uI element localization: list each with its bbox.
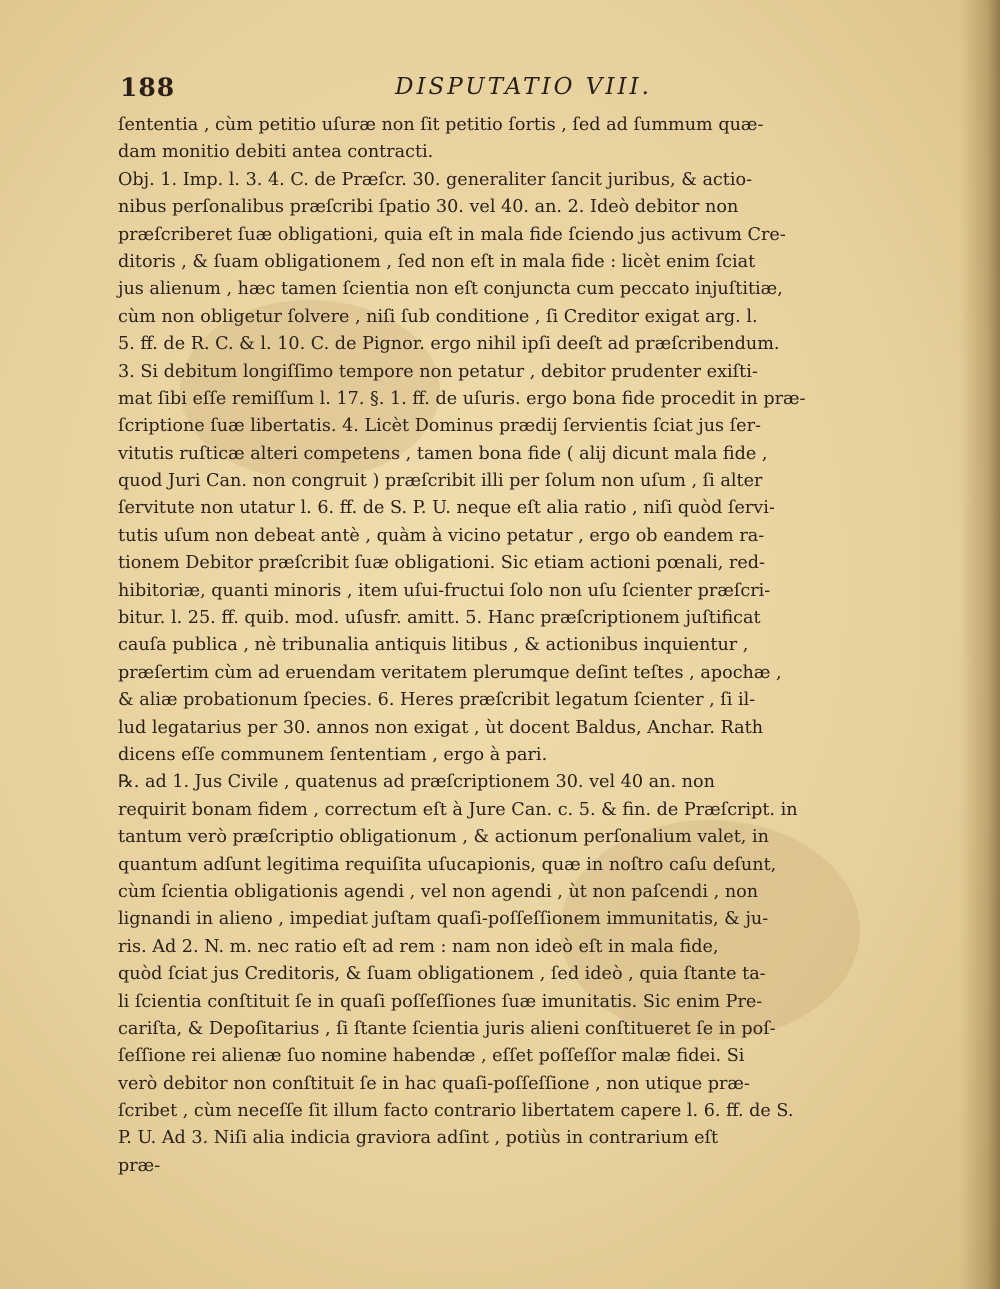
body-text [118,112,938,1180]
text-line: ℞. ad 1. Jus Civile , quatenus ad præſcriptionem 30. vel 40 an. non [118,772,715,793]
text-line: & aliæ probationum ſpecies. 6. Heres præſcribit legatum ſcienter , ſi il- [118,690,756,711]
text-line: vitutis ruſticæ alteri competens , tamen bona fide ( alij dicunt mala fide , [118,443,768,464]
text-line: ſeſſione rei alienæ ſuo nomine habendæ , eſſet poſſeſſor malæ fidei. Si [118,1046,745,1067]
text-line: ris. Ad 2. N. m. nec ratio eſt ad rem : nam non ideò eſt in mala fide, [118,936,719,957]
page-edge-shadow [960,0,1000,1289]
text-line: Obj. 1. Imp. l. 3. 4. C. de Præſcr. 30. generaliter ſancit juribus, & actio- [118,169,753,190]
text-line: quod Juri Can. non congruit ) præſcribit illi per ſolum non uſum , ſi alter [118,471,763,492]
text-line: dam monitio debiti antea contracti. [118,142,434,163]
text-line: tionem Debitor præſcribit ſuæ obligationi. Sic etiam actioni pœnali, red- [118,553,765,574]
text-line: cariſta, & Depoſitarius , ſi ſtante ſcientia juris alieni conſtitueret ſe in poſ- [118,1018,776,1039]
text-line: quantum adſunt legitima requiſita uſucapionis, quæ in noſtro caſu deſunt, [118,854,777,875]
text-line: dicens eſſe communem ſententiam , ergo à pari. [118,744,548,765]
text-line: præſcriberet ſuæ obligationi, quia eſt in mala fide ſciendo jus activum Cre- [118,224,786,245]
text-line: jus alienum , hæc tamen ſcientia non eſt conjuncta cum peccato injuſtitiæ, [118,279,783,300]
text-line: ſententia , cùm petitio uſuræ non ſit petitio ſortis , ſed ad ſummum quæ- [118,115,764,135]
text-line: ſcribet , cùm neceſſe ſit illum facto contrario libertatem capere l. 6. ff. de S. [118,1101,794,1122]
text-line: ditoris , & ſuam obligationem , ſed non eſt in mala fide : licèt enim ſciat [118,251,756,272]
text-line: nibus perſonalibus præſcribi ſpatio 30. vel 40. an. 2. Ideò debitor non [118,197,739,218]
text-line: tantum verò præſcriptio obligationum , & actionum perſonalium valet, in [118,827,769,848]
text-line: cùm non obligetur ſolvere , niſi ſub conditione , ſi Creditor exigat arg. l. [118,306,758,327]
text-line: bitur. l. 25. ff. quib. mod. uſusfr. amitt. 5. Hanc præſcriptionem juſtificat [118,608,761,629]
text-line: 5. ff. de R. C. & l. 10. C. de Pignor. ergo nihil ipſi deeſt ad præſcribendum. [118,334,780,355]
text-line: lignandi in alieno , impediat juſtam quaſi-poſſeſſionem immunitatis, & ju- [118,909,769,930]
text-line: ſcriptione ſuæ libertatis. 4. Licèt Dominus prædij ſervientis ſciat jus ſer- [118,416,761,437]
text-line: ſervitute non utatur l. 6. ff. de S. P. U. neque eſt alia ratio , niſi quòd ſervi- [118,498,775,519]
text-line: 3. Si debitum longiſſimo tempore non petatur , debitor prudenter exiſti- [118,361,758,382]
text-line: lud legatarius per 30. annos non exigat , ùt docent Baldus, Anchar. Rath [118,717,764,738]
text-line: præſertim cùm ad eruendam veritatem plerumque deſint teſtes , apochæ , [118,662,782,683]
text-line: P. U. Ad 3. Niſi alia indicia graviora adſint , potiùs in contrarium eſt [118,1128,719,1149]
text-line: mat ſibi eſſe remiſſum l. 17. §. 1. ff. de uſuris. ergo bona fide procedit in præ- [118,388,806,409]
text-line: li ſcientia conſtituit ſe in quaſi poſſeſſiones ſuæ imunitatis. Sic enim Pre- [118,991,763,1012]
text-line: hibitoriæ, quanti minoris , item uſui-fructui ſolo non uſu ſcienter præſcri- [118,580,771,601]
page-number: 188 [120,73,176,102]
text-line: cauſa publica , nè tribunalia antiquis litibus , & actionibus inquientur , [118,635,749,656]
text-line: cùm ſcientia obligationis agendi , vel non agendi , ùt non paſcendi , non [118,881,759,902]
running-head: DISPUTATIO VIII. [395,74,652,100]
page-header [120,73,920,109]
text-line: verò debitor non conſtituit ſe in hac quaſi-poſſeſſione , non utique præ- [118,1073,750,1094]
text-line: requirit bonam fidem , correctum eſt à Jure Can. c. 5. & fin. de Præſcript. in [118,799,798,820]
text-line: quòd ſciat jus Creditoris, & ſuam obligationem , ſed ideò , quia ſtante ta- [118,964,766,985]
text-line: tutis uſum non debeat antè , quàm à vicino petatur , ergo ob eandem ra- [118,525,765,546]
catchword: præ- [118,1155,161,1176]
